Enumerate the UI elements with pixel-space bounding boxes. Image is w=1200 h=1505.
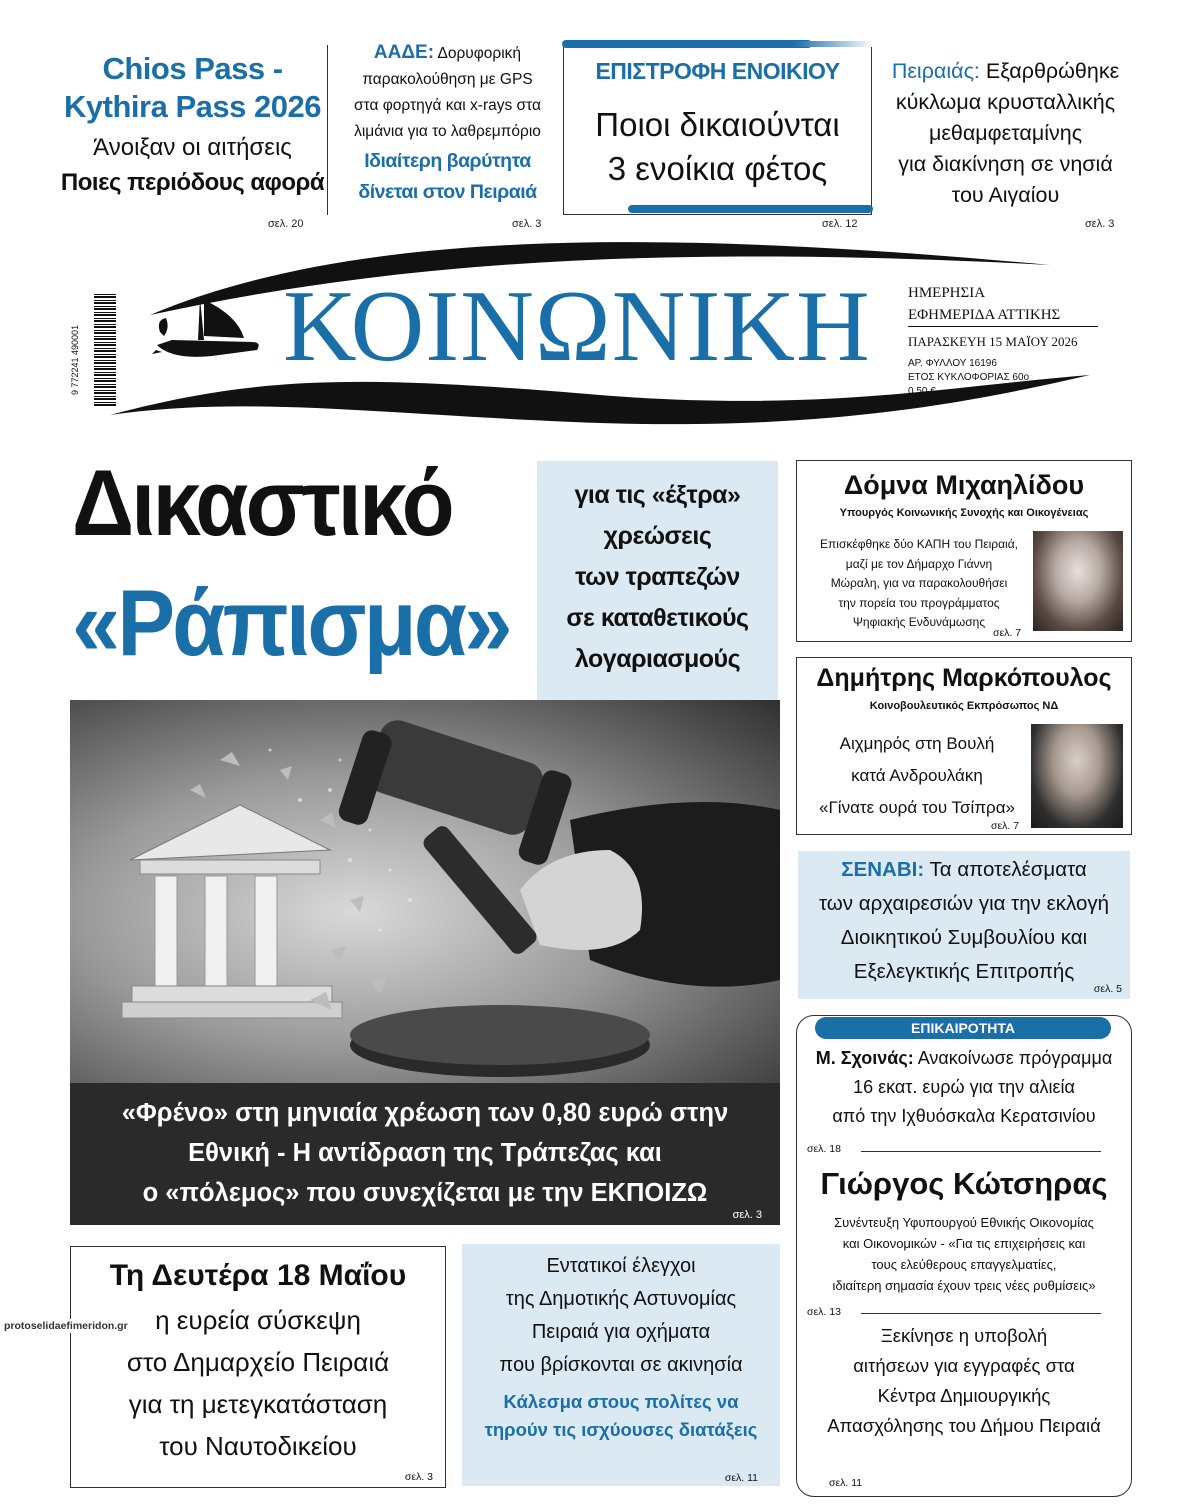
masthead-price: 0,50 € (908, 386, 936, 397)
right-box-1-line-3: Μώραλη, για να παρακολουθήσει (830, 576, 1008, 590)
right-box-4-item-3-line-3: Κέντρα Δημιουργικής (877, 1385, 1051, 1406)
lead-side-line-3: των τραπεζών (575, 563, 740, 591)
right-box-3-page-ref: σελ. 5 (1093, 983, 1122, 995)
right-box-2-name: Δημήτρης Μαρκόπουλος (816, 664, 1112, 692)
masthead-year: ΕΤΟΣ ΚΥΚΛΟΦΟΡΙΑΣ 60ο (908, 372, 1030, 383)
bottom-left-box (70, 1246, 446, 1488)
right-box-4-item-3-line-1: Ξεκίνησε η υποβολή (880, 1325, 1048, 1346)
masthead-subtitle-2: ΕΦΗΜΕΡΙΔΑ ΑΤΤΙΚΗΣ (908, 304, 1098, 327)
right-box-1-line-2: μαζί με τον Δήμαρχο Γιάννη (845, 556, 993, 571)
top-col-2-highlight-2: δίνεται στον Πειραιά (358, 181, 537, 203)
lead-headline-2: «Ράπισμα» (72, 570, 510, 675)
bottom-left-line-2: η ευρεία σύσκεψη (155, 1305, 361, 1335)
right-box-4-item-2-name: Γιώργος Κώτσηρας (820, 1166, 1108, 1201)
right-box-3-line-1: Τα αποτελέσματα (929, 858, 1087, 881)
bottom-middle-highlight-2: τηρούν τις ισχύουσες διατάξεις (484, 1419, 758, 1440)
lead-caption-line-1: «Φρένο» στη μηνιαία χρέωση των 0,80 ευρώ στην (121, 1099, 729, 1127)
masthead-name: ΚΟΙΝΩΝΙΚΗ (283, 270, 871, 383)
lead-side-line-1: για τις «έξτρα» (574, 481, 741, 509)
right-box-3-line-4: Εξελεγκτικής Επιτροπής (853, 960, 1075, 983)
top-col-2 (335, 40, 560, 207)
watermark: protoselidaefimeridon.gr (4, 1320, 128, 1332)
right-box-1 (796, 460, 1132, 642)
top-col-1-page-ref: σελ. 20 (268, 218, 304, 230)
top-divider-1 (327, 45, 328, 215)
top-col-2-lead: ΑΑΔΕ: (373, 42, 435, 63)
masthead-date: ΠΑΡΑΣΚΕΥΗ 15 ΜΑΪΟΥ 2026 (908, 334, 1078, 349)
lead-side-line-5: λογαριασμούς (574, 645, 741, 673)
bottom-middle-line-4: που βρίσκονται σε ακινησία (499, 1354, 743, 1376)
right-box-4-divider-1 (861, 1151, 1101, 1152)
lead-headline-1: Δικαστικό (72, 450, 452, 555)
top-col-4-page-ref: σελ. 3 (1085, 218, 1115, 230)
top-col-2-text-1: Δορυφορική (437, 45, 522, 62)
right-box-4-item-2-line-4: ιδιαίτερη σημασία έχουν τρεις νέες ρυθμίσεις» (832, 1278, 1096, 1293)
right-box-4-item-1-line-2: 16 εκατ. ευρώ για την αλιεία (853, 1077, 1075, 1097)
lead-photo (70, 700, 780, 1085)
top-col-4 (878, 56, 1133, 211)
right-box-2-line-2: κατά Ανδρουλάκη (851, 766, 983, 785)
top-col-4-line-1: Εξαρθρώθηκε (985, 59, 1120, 83)
top-col-4-lead: Πειραιάς: (891, 59, 980, 83)
top-col-1 (60, 50, 325, 200)
bottom-left-line-4: για τη μετεγκατάσταση (128, 1389, 388, 1419)
right-box-4-item-2-line-2: και Οικονομικών - «Για τις επιχειρήσεις και (842, 1236, 1086, 1251)
bottom-middle-line-1: Εντατικοί έλεγχοι (546, 1255, 696, 1277)
lead-caption-box (70, 1083, 780, 1225)
top-col-3-line-2: 3 ενοίκια φέτος (607, 150, 828, 187)
right-box-1-text (805, 535, 1033, 633)
right-box-4-item-1-line-1: Ανακοίνωσε πρόγραμμα (917, 1048, 1113, 1068)
top-col-2-text-3: στα φορτηγά και x-rays στα (354, 97, 541, 114)
right-box-4-item-3-page-ref: σελ. 11 (829, 1477, 863, 1489)
top-col-4-line-3: μεθαμφεταμίνης (928, 121, 1083, 145)
top-col-1-line-2: Ποιες περιόδους αφορά (60, 169, 325, 196)
right-box-1-portrait (1033, 531, 1123, 631)
bottom-middle-line-2: της Δημοτικής Αστυνομίας (505, 1288, 737, 1310)
bottom-middle-page-ref: σελ. 11 (724, 1472, 758, 1484)
top-col-4-line-5: του Αιγαίου (951, 183, 1060, 207)
masthead-issue: ΑΡ. ΦΥΛΛΟΥ 16196 (908, 358, 997, 369)
barcode (94, 292, 116, 406)
right-box-3-lead: ΣΕΝΑΒΙ: (841, 858, 925, 881)
right-box-2-text (797, 728, 1037, 824)
right-box-1-line-1: Επισκέφθηκε δύο ΚΑΠΗ του Πειραιά, (820, 537, 1018, 551)
bottom-left-line-5: του Ναυτοδικείου (159, 1431, 357, 1461)
right-box-3 (798, 851, 1130, 999)
right-box-1-line-5: Ψηφιακής Ενδυνάμωσης (852, 615, 986, 629)
lead-caption-page-ref: σελ. 3 (732, 1209, 762, 1221)
right-box-4-label: ΕΠΙΚΑΙΡΟΤΗΤΑ (815, 1017, 1111, 1039)
right-box-2-line-3: «Γίνατε ουρά του Τσίπρα» (818, 798, 1016, 817)
top-col-1-title-2: Kythira Pass 2026 (64, 89, 321, 124)
right-box-4-item-3 (797, 1321, 1131, 1441)
bottom-middle-line-3: Πειραιά για οχήματα (531, 1321, 711, 1343)
lead-caption-line-3: ο «πόλεμος» που συνεχίζεται με την ΕΚΠΟΙΖΩ (142, 1179, 708, 1207)
right-box-2 (796, 657, 1132, 835)
lead-side-box (537, 461, 778, 703)
lead-side-line-2: χρεώσεις (603, 522, 712, 550)
top-col-3-page-ref: σελ. 12 (822, 218, 858, 230)
bottom-left-line-1: Τη Δευτέρα 18 Μαΐου (109, 1259, 407, 1292)
bottom-middle-highlight-1: Κάλεσμα στους πολίτες να (503, 1391, 739, 1412)
masthead-info (908, 282, 1108, 399)
top-col-2-text-2: παρακολούθηση με GPS (362, 71, 533, 88)
right-box-4-item-3-line-2: αιτήσεων για εγγραφές στα (853, 1355, 1075, 1376)
top-col-2-page-ref: σελ. 3 (512, 218, 542, 230)
top-col-3-bar (562, 40, 812, 48)
right-box-2-page-ref: σελ. 7 (991, 820, 1020, 832)
right-box-4-item-1-lead: Μ. Σχοινάς: (815, 1048, 914, 1068)
right-box-4-item-2-line-3: τους ελεύθερους επαγγελματίες, (871, 1257, 1057, 1272)
bottom-left-page-ref: σελ. 3 (404, 1471, 433, 1483)
top-col-4-line-2: κύκλωμα κρυσταλλικής (895, 90, 1116, 114)
right-box-2-portrait (1031, 724, 1123, 828)
right-box-1-line-4: την πορεία του προγράμματος (838, 595, 1000, 610)
top-col-1-title-1: Chios Pass - (102, 51, 283, 86)
top-col-2-highlight-1: Ιδιαίτερη βαρύτητα (364, 150, 531, 172)
right-box-4-item-1-page-ref: σελ. 18 (807, 1143, 841, 1155)
right-box-4-item-3-line-4: Απασχόλησης του Δήμου Πειραιά (827, 1415, 1101, 1436)
bottom-middle-box (462, 1244, 780, 1486)
right-box-1-name: Δόμνα Μιχαηλίδου (843, 470, 1085, 500)
lead-side-line-4: σε καταθετικούς (566, 604, 749, 632)
lead-caption-line-2: Εθνική - Η αντίδραση της Τράπεζας και (188, 1139, 662, 1167)
top-col-3-bar-fade (794, 41, 874, 47)
right-box-4-item-1 (797, 1044, 1131, 1131)
ship-logo-icon (152, 290, 267, 370)
right-box-3-line-3: Διοικητικού Συμβουλίου και (840, 926, 1088, 949)
right-box-4-item-2-page-ref: σελ. 13 (807, 1306, 841, 1318)
gavel-bank-illustration (70, 700, 780, 1085)
bottom-left-line-3: στο Δημαρχείο Πειραιά (126, 1347, 390, 1377)
top-col-2-text-4: λιμάνια για το λαθρεμπόριο (354, 123, 541, 140)
right-box-2-role: Κοινοβουλευτικός Εκπρόσωπος ΝΔ (869, 700, 1059, 712)
right-box-1-role: Υπουργός Κοινωνικής Συνοχής και Οικογένειας (839, 507, 1089, 519)
top-col-3-line-1: Ποιοι δικαιούνται (595, 106, 840, 143)
top-col-3-label: ΕΠΙΣΤΡΟΦΗ ΕΝΟΙΚΙΟΥ (595, 58, 840, 84)
right-box-4-item-2 (797, 1162, 1131, 1296)
right-box-2-line-1: Αιχμηρός στη Βουλή (839, 734, 995, 753)
top-col-3-bottom-bar (628, 205, 873, 213)
right-box-4-item-1-line-3: από την Ιχθυόσκαλα Κερατσινίου (832, 1106, 1096, 1126)
barcode-text: 9 772241 490001 (70, 324, 80, 395)
right-box-3-line-2: των αρχαιρεσιών για την εκλογή (818, 892, 1110, 915)
top-col-4-line-4: για διακίνηση σε νησιά (898, 152, 1113, 176)
top-col-1-line-1: Άνοιξαν οι αιτήσεις (93, 134, 292, 161)
right-box-4-divider-2 (861, 1313, 1101, 1314)
right-box-4 (796, 1015, 1132, 1497)
top-col-3-box (563, 42, 872, 215)
right-box-1-page-ref: σελ. 7 (993, 627, 1022, 639)
right-box-4-item-2-line-1: Συνέντευξη Υφυπουργού Εθνικής Οικονομίας (834, 1215, 1094, 1230)
masthead-subtitle-1: ΗΜΕΡΗΣΙΑ (908, 285, 986, 301)
